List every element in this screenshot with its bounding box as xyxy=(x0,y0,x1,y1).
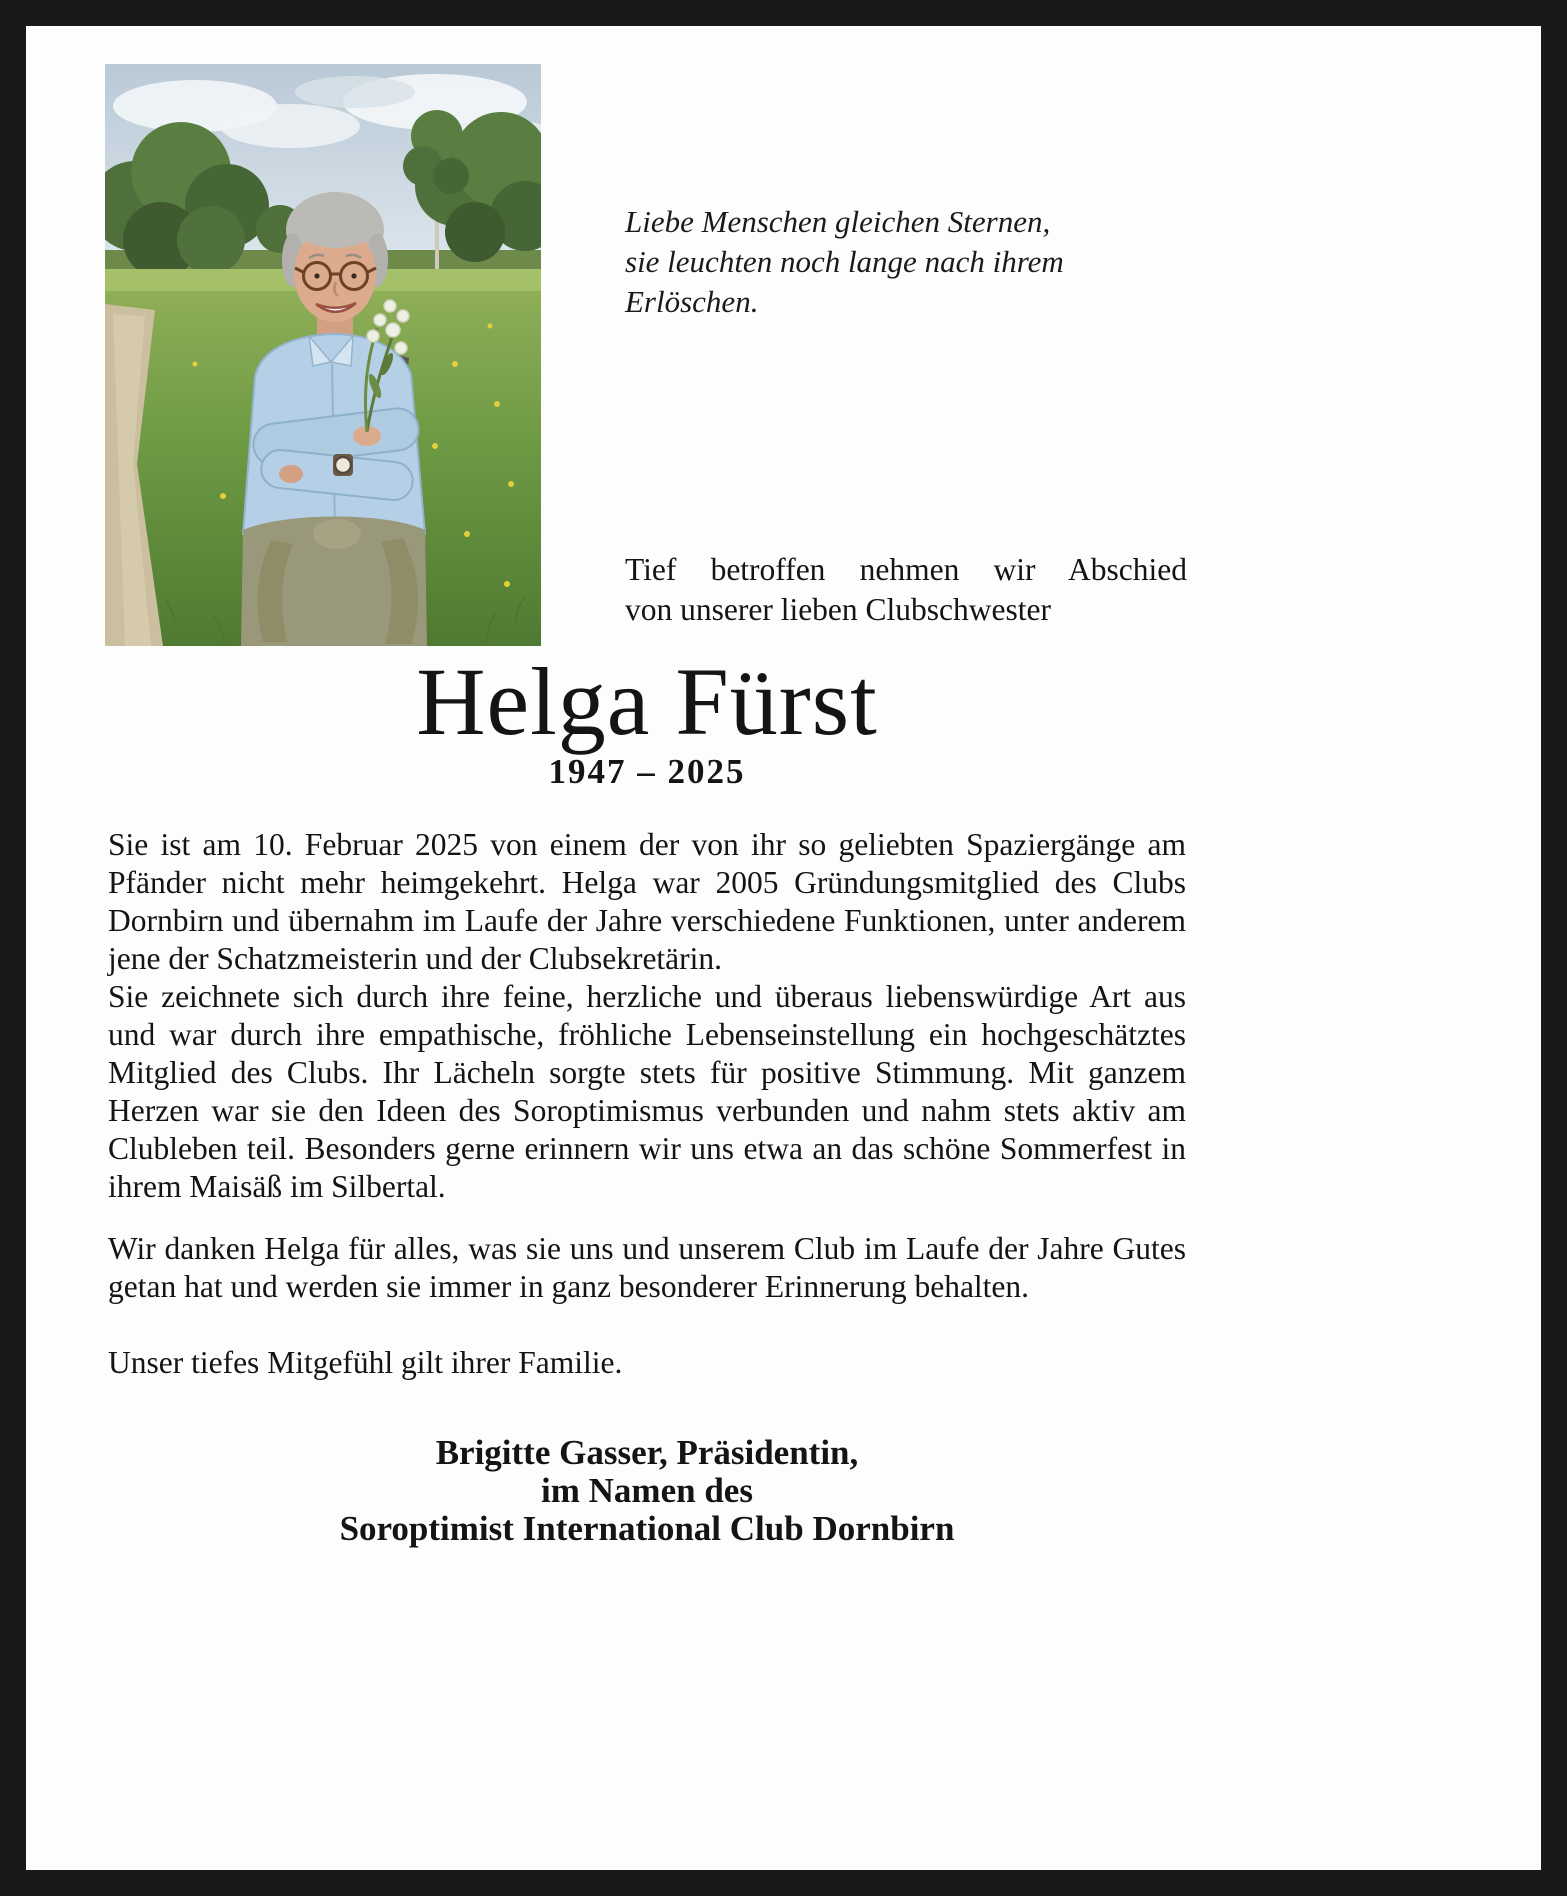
portrait-photo xyxy=(105,64,541,646)
intro-text xyxy=(625,550,1187,630)
body-paragraph: Unser tiefes Mitgefühl gilt ihrer Familie. xyxy=(108,1345,623,1380)
intro-line: Tief betroffen nehmen wir Abschied xyxy=(625,552,1187,587)
signature-line: Soroptimist International Club Dornbirn xyxy=(339,1509,955,1548)
signature-block xyxy=(108,1434,1186,1548)
blue-shirt xyxy=(243,334,425,534)
tied-jacket xyxy=(241,517,427,647)
wristwatch xyxy=(333,454,353,476)
body-paragraph: Sie ist am 10. Februar 2025 von einem der von ihr so geliebten Spaziergänge am Pfänder nicht mehr heimgekehrt. Helga war 2005 Gründungsmitglied des Clubs Dornbirn und übernahm im Laufe der Jahre verschiedene Funktionen, unter anderem jene der Schatzmeisterin und der Clubsekretärin. xyxy=(108,827,1186,976)
intro-line: von unserer lieben Clubschwester xyxy=(625,592,1052,627)
portrait-photo-illustration xyxy=(105,64,541,646)
signature-line: Brigitte Gasser, Präsidentin, xyxy=(435,1433,859,1472)
quote-line: Liebe Menschen gleichen Sternen, xyxy=(625,204,1051,239)
deceased-name: Helga Fürst xyxy=(416,648,878,755)
obituary-body xyxy=(108,826,1186,1382)
body-paragraph: Sie zeichnete sich durch ihre feine, herzliche und überaus liebenswürdige Art aus und war durch ihre empathische, fröhliche Lebenseinstellung ein hochgeschätztes Mitglied des Clubs. Ihr Lächeln sorgte stets für positive Stimmung. Mit ganzem Herzen war sie den Ideen des Soroptimismus verbunden und nahm stets aktiv am Clubleben teil. Besonders gerne erinnern wir uns etwa an das schöne Sommerfest in ihrem Maisäß im Silbertal. xyxy=(108,979,1186,1204)
body-paragraph: Wir danken Helga für alles, was sie uns und unserem Club im Laufe der Jahre Gutes getan hat und werden sie immer in ganz besonderer Erinnerung behalten. xyxy=(108,1231,1186,1304)
memorial-quote xyxy=(625,202,1185,322)
signature-line: im Namen des xyxy=(541,1471,753,1510)
quote-line: sie leuchten noch lange nach ihrem xyxy=(625,244,1064,279)
quote-line: Erlöschen. xyxy=(625,284,759,319)
life-years: 1947 – 2025 xyxy=(548,752,746,791)
